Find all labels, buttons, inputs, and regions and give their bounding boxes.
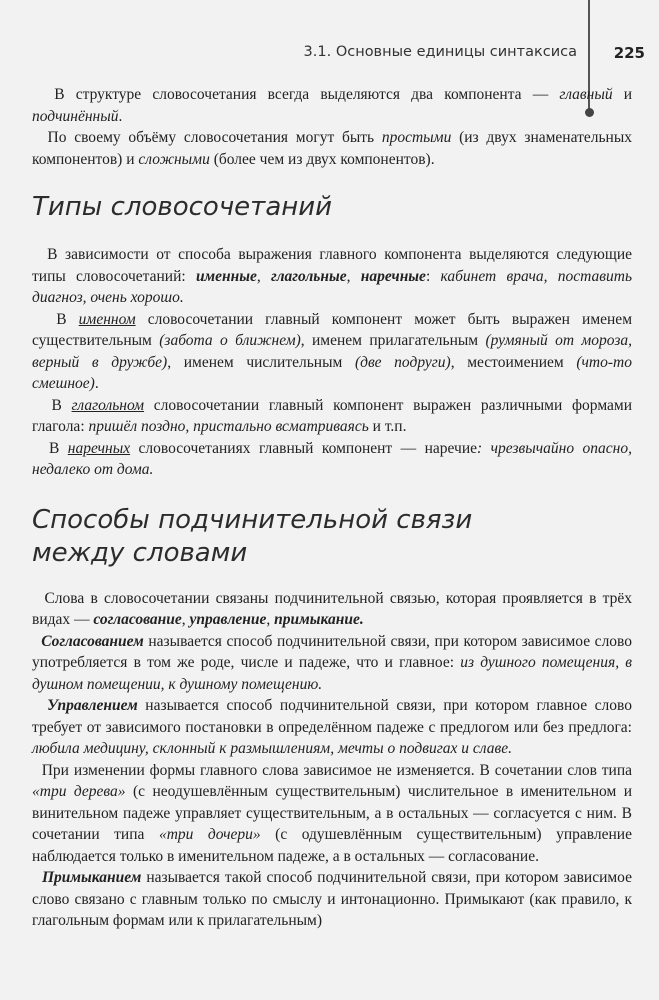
term: простыми xyxy=(381,129,452,146)
paragraph: По своему объёму словосочетания могут быть простыми (из двух знаменательных компонентов) и сложными (более чем из двух компонентов). xyxy=(32,129,632,168)
term: именном xyxy=(78,310,136,328)
paragraph: Согласованием называется способ подчинительной связи, при котором зависимое слово употребляется в том же роде, числе и падеже, что и главное: из душного помещения, в душном помещении, к душному помещению. xyxy=(32,632,633,693)
paragraph: Управлением называется способ подчинительной связи, при котором главное слово требует от зависимого постановки в определённом падеже с предлогом или без предлога: любила медицину, склонный к размышлениям, мечты о подвигах и славе. xyxy=(32,697,633,757)
paragraph: В наречных словосочетаниях главный компонент — наречие: чрезвычайно опасно, недалеко от дома. xyxy=(32,439,632,478)
paragraph: Примыканием называется такой способ подчинительной связи, при котором зависимое слово связано с главным только по смыслу и интонационно. Примыкают (как правило, к глагольным формам или к прилагательным) xyxy=(32,869,633,929)
term: именные xyxy=(195,267,257,285)
term: глагольном xyxy=(71,396,145,414)
example: «три дочери» xyxy=(158,826,261,843)
example: любила медицину, склонный к размышлениям, мечты о подвигах и славе. xyxy=(32,740,512,757)
running-header xyxy=(303,44,645,70)
term: главный xyxy=(559,86,613,103)
example: пришёл поздно, пристально всматриваясь xyxy=(88,418,369,435)
example: (две подруги) xyxy=(354,353,451,371)
term: управление xyxy=(189,611,267,628)
section-heading-ways: Способы подчинительной связи между словами xyxy=(32,504,473,568)
example: кабинет врача, поставить диагноз, очень хорошо. xyxy=(32,267,633,306)
example: «три дерева» xyxy=(32,783,126,800)
term: примыкание. xyxy=(274,611,364,628)
example: (что-то смешное) xyxy=(32,353,632,392)
paragraph: В структуре словосочетания всегда выделяются два компонента — главный и подчинённый. xyxy=(32,86,633,125)
page-number: 225 xyxy=(613,44,645,62)
term: наречных xyxy=(67,439,131,457)
paragraph: В именном словосочетании главный компонент может быть выражен именем существительным (забота о ближнем), именем прилагательным (румяный от мороза, верный в дружбе), именем числительным (две подруги), местоимением (что-то смешное). xyxy=(32,310,632,392)
term: сложными xyxy=(138,150,210,168)
section-heading-types: Типы словосочетаний xyxy=(32,192,333,222)
paragraph: В глагольном словосочетании главный компонент выражен различными формами глагола: пришёл поздно, пристально всматриваясь и т.п. xyxy=(32,396,633,435)
example: из душного помещения, в душном помещении, к душному помещению. xyxy=(32,654,632,693)
example: : чрезвычайно опасно, недалеко от дома. xyxy=(32,439,632,478)
term: Примыканием xyxy=(41,869,142,886)
term: подчинённый xyxy=(32,107,119,125)
term: глагольные xyxy=(271,267,347,285)
term: Согласованием xyxy=(41,632,144,650)
term: наречные xyxy=(360,267,426,285)
example: (румяный от мороза, верный в дружбе) xyxy=(32,332,632,371)
term: Управлением xyxy=(47,697,138,714)
running-title: 3.1. Основные единицы синтаксиса xyxy=(303,44,577,60)
term: согласование xyxy=(93,611,182,628)
paragraph: В зависимости от способа выражения главного компонента выделяются следующие типы словосочетаний: именные, глагольные, наречные: кабинет врача, поставить диагноз, очень хорошо. xyxy=(32,246,633,306)
example: (забота о ближнем) xyxy=(159,332,301,349)
paragraph: При изменении формы главного слова зависимое не изменяется. В сочетании слов типа «три дерева» (с неодушевлённым существительным) числительное в именительном и винительном падеже управляет существительным, а в остальных — согласуется с ним. В сочетании типа «три дочери» (с одушевлённым существительным) управление наблюдается только в именительном падеже, а в остальных — согласование. xyxy=(32,761,633,865)
paragraph: Слова в словосочетании связаны подчинительной связью, которая проявляется в трёх видах — согласование, управление, примыкание. xyxy=(32,589,632,628)
page-body xyxy=(32,84,632,932)
